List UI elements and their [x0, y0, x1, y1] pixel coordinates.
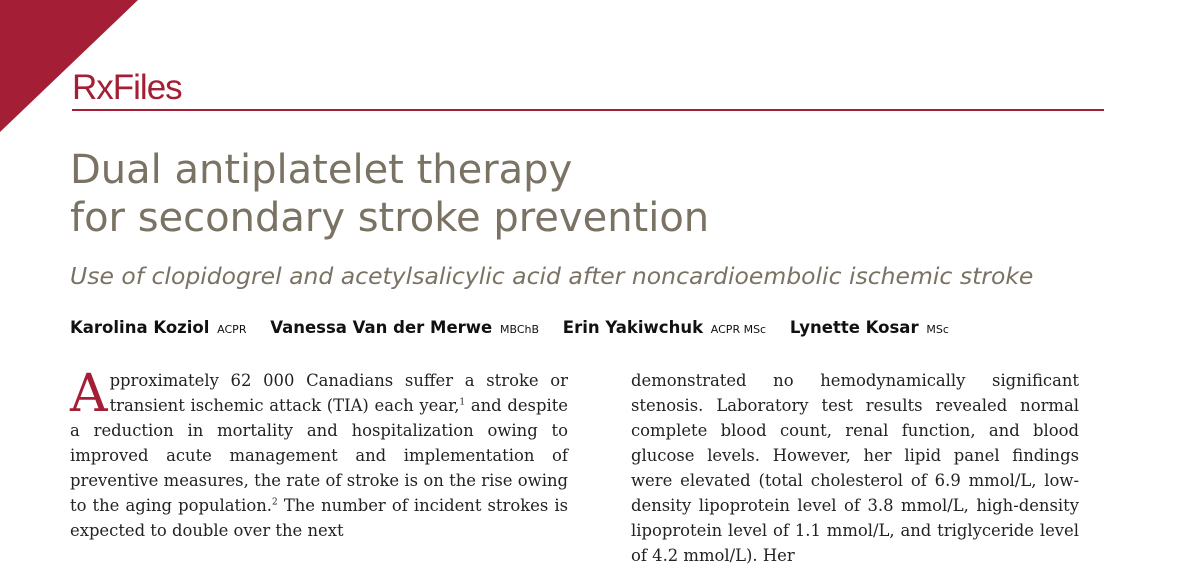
author-credentials: ACPR [217, 323, 247, 336]
author-credentials: MBChB [500, 323, 540, 336]
author-name: Lynette Kosar [789, 318, 919, 337]
body-text: The number of incident strokes is expected to double over the next [70, 496, 568, 540]
body-column-left [70, 364, 568, 543]
author [270, 318, 539, 337]
author [563, 318, 766, 337]
author-credentials: MSc [926, 323, 949, 336]
author [790, 318, 949, 337]
body-paragraph [70, 364, 568, 543]
body-text: and despite a reduction in mortality and hospitalization owing to improved acute management and implementation of preventive measures, the rate of stroke is on the rise owing to the aging population. [70, 396, 568, 515]
body-column-right [631, 368, 1079, 568]
author [70, 318, 246, 337]
author-name: Erin Yakiwchuk [562, 318, 704, 337]
title-line-1: Dual antiplatelet therapy [70, 147, 573, 193]
title-line-2: for secondary stroke prevention [70, 195, 710, 241]
body-text: pproximately 62 000 Canadians suffer a stroke or transient ischemic attack (TIA) each year, [109, 371, 568, 415]
body-paragraph: demonstrated no hemodynamically significant stenosis. Laboratory test results revealed normal complete blood count, renal function, and blood glucose levels. However, her lipid panel findings were elevated (total cholesterol of 6.9 mmol/L, low-density lipoprotein level of 3.8 mmol/L, high-density lipoprotein level of 1.1 mmol/L, and triglyceride level of 4.2 mmol/L). Her [631, 371, 1079, 565]
author-credentials: ACPR MSc [710, 323, 767, 336]
reference-marker[interactable]: 1 [459, 397, 466, 408]
brand-logo: RxFiles [72, 68, 182, 107]
corner-triangle-decoration [0, 0, 138, 132]
author-name: Karolina Koziol [70, 318, 210, 337]
author-list [70, 318, 967, 337]
article-subtitle: Use of clopidogrel and acetylsalicylic acid after noncardioembolic ischemic stroke [70, 262, 1034, 290]
reference-marker[interactable]: 2 [272, 497, 278, 508]
drop-cap: A [70, 364, 108, 424]
author-name: Vanessa Van der Merwe [270, 318, 493, 337]
header-divider [72, 109, 1104, 111]
article-title [70, 146, 709, 242]
